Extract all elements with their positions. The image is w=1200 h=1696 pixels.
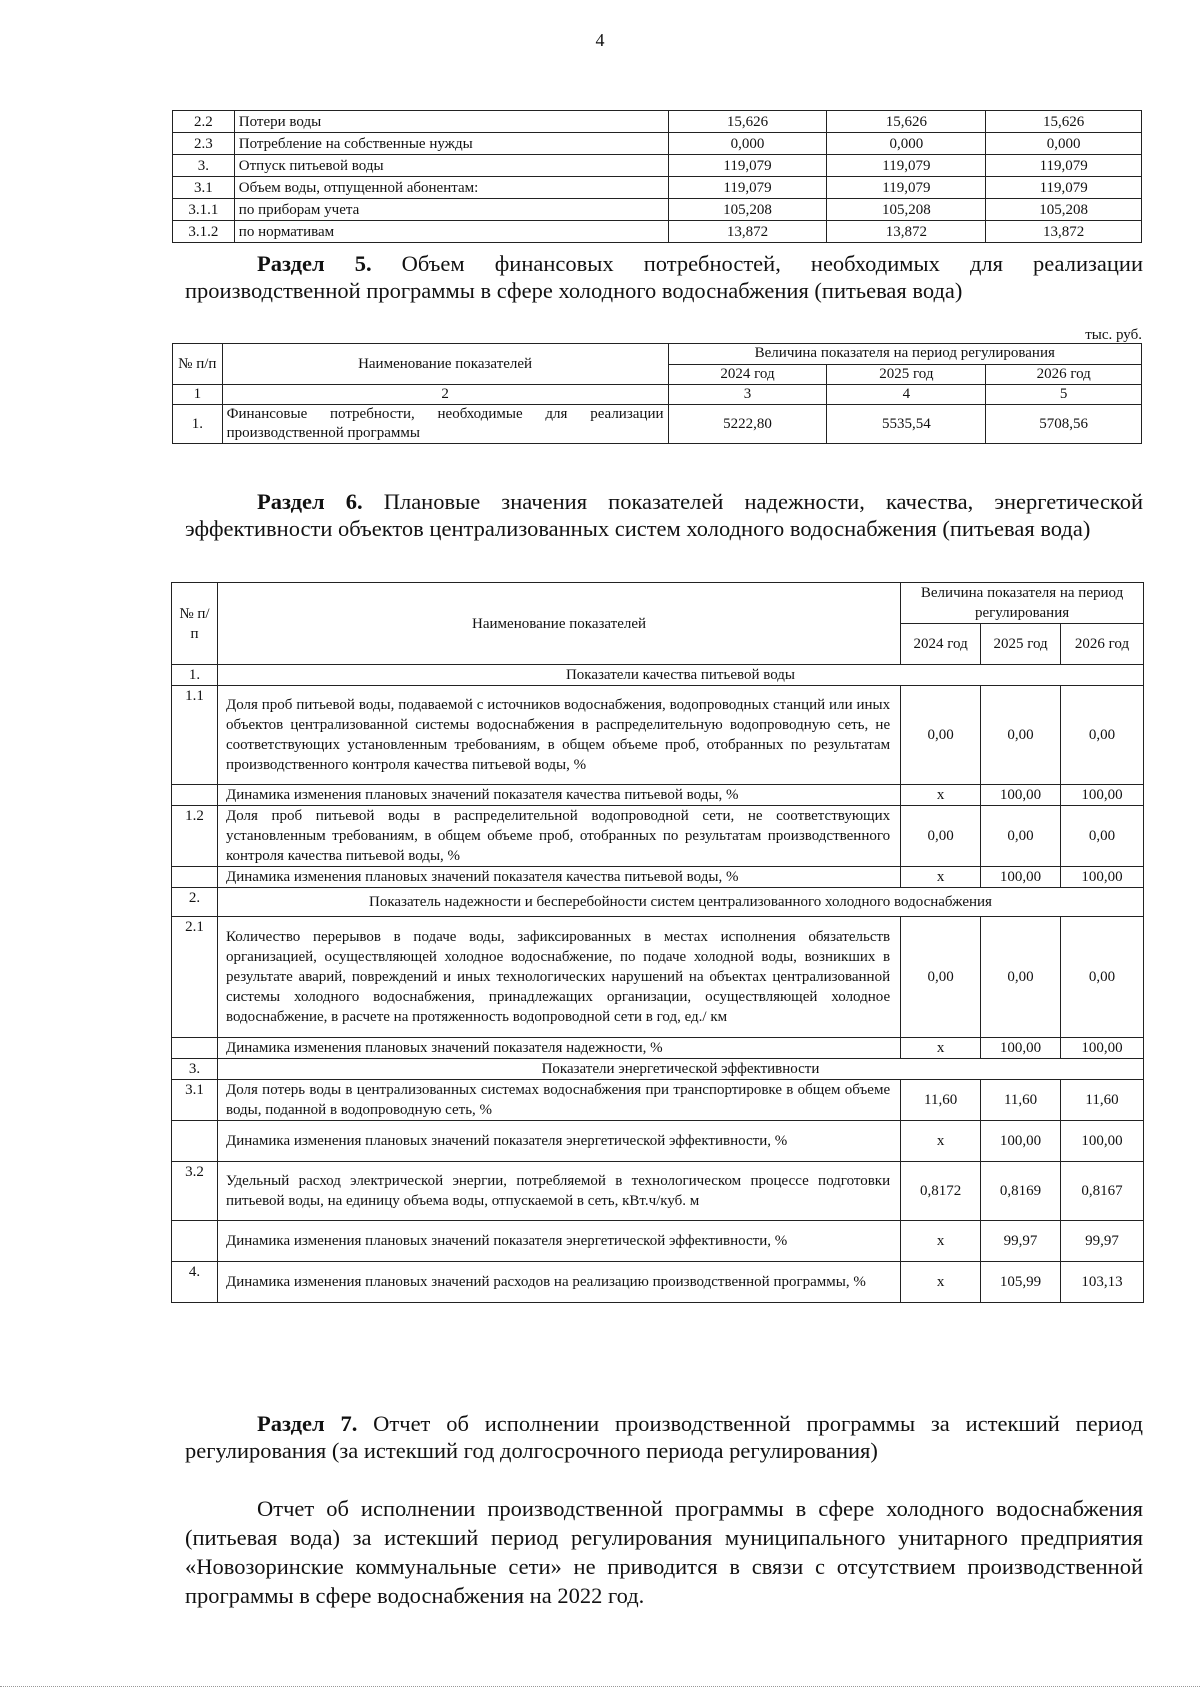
row-number: 4. bbox=[172, 1262, 218, 1303]
section-title: Показатели качества питьевой воды bbox=[217, 665, 1143, 686]
value-2026: 119,079 bbox=[986, 177, 1142, 199]
row-name: по приборам учета bbox=[234, 199, 668, 221]
section-7-heading bbox=[185, 1410, 1143, 1464]
value-2024: 5222,80 bbox=[668, 405, 827, 444]
financial-needs-table bbox=[172, 343, 1142, 444]
value-2025: 100,00 bbox=[981, 867, 1061, 888]
section-number: 3. bbox=[172, 1059, 218, 1080]
year-2026-header: 2026 год bbox=[1061, 624, 1144, 665]
section-7-text: Отчет об исполнении производственной программы в сфере холодного водоснабжения (питьевая вода) за истекший период регулирования муниципального унитарного предприятия «Новозоринские коммунальные сети» не приводится в связи с отсутствием производственной программы в сфере водоснабжения на 2022 год. bbox=[185, 1496, 1143, 1608]
value-2025: 105,99 bbox=[981, 1262, 1061, 1303]
index-row bbox=[173, 385, 1142, 405]
row-name: Динамика изменения плановых значений расходов на реализацию производственной программы, % bbox=[217, 1262, 900, 1303]
index-cell: 5 bbox=[986, 385, 1142, 405]
value-2026: 0,8167 bbox=[1061, 1162, 1144, 1221]
scan-edge bbox=[0, 1686, 1200, 1687]
table-row bbox=[172, 1162, 1144, 1221]
section-number: 1. bbox=[172, 665, 218, 686]
value-2024: х bbox=[901, 1262, 981, 1303]
value-2025: 0,000 bbox=[827, 133, 986, 155]
index-cell: 4 bbox=[827, 385, 986, 405]
row-name: Объем воды, отпущенной абонентам: bbox=[234, 177, 668, 199]
value-2024: 0,00 bbox=[901, 686, 981, 785]
section-5-heading bbox=[185, 250, 1143, 304]
table-row bbox=[172, 1262, 1144, 1303]
value-2026: 100,00 bbox=[1061, 1038, 1144, 1059]
row-number: 3. bbox=[173, 155, 235, 177]
value-2025: 5535,54 bbox=[827, 405, 986, 444]
row-number: 2.1 bbox=[172, 917, 218, 1038]
value-2025: 100,00 bbox=[981, 1121, 1061, 1162]
value-2024: 13,872 bbox=[668, 221, 827, 243]
value-2025: 0,00 bbox=[981, 686, 1061, 785]
row-number: 1.2 bbox=[172, 806, 218, 867]
value-2024: 119,079 bbox=[668, 177, 827, 199]
row-name: Доля потерь воды в централизованных системах водоснабжения при транспортировке в общем объеме воды, поданной в водопроводную сеть, % bbox=[217, 1080, 900, 1121]
table-row bbox=[173, 155, 1142, 177]
section-row bbox=[172, 665, 1144, 686]
value-2024: х bbox=[901, 1221, 981, 1262]
value-2025: 100,00 bbox=[981, 785, 1061, 806]
index-cell: 2 bbox=[222, 385, 668, 405]
table-row bbox=[172, 686, 1144, 785]
value-2024: х bbox=[901, 1038, 981, 1059]
value-2024: 15,626 bbox=[668, 111, 827, 133]
value-2025: 15,626 bbox=[827, 111, 986, 133]
value-2025: 119,079 bbox=[827, 155, 986, 177]
row-name: Потребление на собственные нужды bbox=[234, 133, 668, 155]
row-name: по нормативам bbox=[234, 221, 668, 243]
indicators-table bbox=[171, 582, 1144, 1303]
value-2024: 119,079 bbox=[668, 155, 827, 177]
row-name: Динамика изменения плановых значений показателя энергетической эффективности, % bbox=[217, 1121, 900, 1162]
row-number: 3.1.1 bbox=[173, 199, 235, 221]
water-balance-table bbox=[172, 110, 1142, 243]
row-number: 1. bbox=[173, 405, 223, 444]
col-name-header: Наименование показателей bbox=[222, 344, 668, 385]
value-2026: 99,97 bbox=[1061, 1221, 1144, 1262]
section-6-title: Плановые значения показателей надежности, качества, энергетической эффективности объектов централизованных систем холодного водоснабжения (питьевая вода) bbox=[185, 489, 1144, 541]
year-2024-header: 2024 год bbox=[668, 364, 827, 385]
col-num-header: № п/п bbox=[172, 583, 218, 665]
table-row bbox=[173, 199, 1142, 221]
section-7-body bbox=[185, 1494, 1143, 1610]
row-name: Удельный расход электрической энергии, потребляемой в технологическом процессе подготовки питьевой воды, на единицу объема воды, отпускаемой в сеть, кВт.ч/куб. м bbox=[217, 1162, 900, 1221]
year-2024-header: 2024 год bbox=[901, 624, 981, 665]
value-2024: 0,00 bbox=[901, 806, 981, 867]
year-2025-header: 2025 год bbox=[827, 364, 986, 385]
table-row bbox=[172, 785, 1144, 806]
row-number: 3.1 bbox=[173, 177, 235, 199]
table-row bbox=[172, 1080, 1144, 1121]
section-row bbox=[172, 1059, 1144, 1080]
value-2024: 11,60 bbox=[901, 1080, 981, 1121]
value-2026: 5708,56 bbox=[986, 405, 1142, 444]
value-2024: х bbox=[901, 785, 981, 806]
index-cell: 1 bbox=[173, 385, 223, 405]
table-row bbox=[172, 1038, 1144, 1059]
table-row bbox=[172, 1121, 1144, 1162]
table-row bbox=[173, 221, 1142, 243]
row-number bbox=[172, 1121, 218, 1162]
value-2026: 0,00 bbox=[1061, 686, 1144, 785]
table-row bbox=[173, 405, 1142, 444]
section-row bbox=[172, 888, 1144, 917]
unit-label: тыс. руб. bbox=[1085, 327, 1142, 343]
value-2024: 105,208 bbox=[668, 199, 827, 221]
value-2026: 105,208 bbox=[986, 199, 1142, 221]
value-2024: 0,8172 bbox=[901, 1162, 981, 1221]
section-5-title: Объем финансовых потребностей, необходимых для реализации производственной программы в сфере холодного водоснабжения (питьевая вода) bbox=[185, 251, 1144, 303]
row-name: Динамика изменения плановых значений показателя энергетической эффективности, % bbox=[217, 1221, 900, 1262]
row-number bbox=[172, 1038, 218, 1059]
value-2025: 0,00 bbox=[981, 806, 1061, 867]
row-name: Количество перерывов в подаче воды, зафиксированных в местах исполнения обязательств организацией, осуществляющей холодное водоснабжение, по подаче холодной воды, возникших в результате аварий, повреждений и иных технологических нарушений на объектах централизованной системы холодного водоснабжения, принадлежащих организации, осуществляющей холодное водоснабжение, в расчете на протяженность водопроводной сети в год, ед./ км bbox=[217, 917, 900, 1038]
value-2025: 0,8169 bbox=[981, 1162, 1061, 1221]
section-6-label: Раздел 6. bbox=[257, 489, 363, 514]
value-2025: 13,872 bbox=[827, 221, 986, 243]
row-number bbox=[172, 867, 218, 888]
value-2026: 15,626 bbox=[986, 111, 1142, 133]
row-name: Отпуск питьевой воды bbox=[234, 155, 668, 177]
value-2026: 100,00 bbox=[1061, 785, 1144, 806]
row-name: Динамика изменения плановых значений показателя качества питьевой воды, % bbox=[217, 867, 900, 888]
value-2026: 11,60 bbox=[1061, 1080, 1144, 1121]
col-name-header: Наименование показателей bbox=[217, 583, 900, 665]
section-title: Показатель надежности и бесперебойности систем централизованного холодного водоснабжения bbox=[217, 888, 1143, 917]
section-title: Показатели энергетической эффективности bbox=[217, 1059, 1143, 1080]
value-2026: 119,079 bbox=[986, 155, 1142, 177]
row-number: 3.1 bbox=[172, 1080, 218, 1121]
index-cell: 3 bbox=[668, 385, 827, 405]
value-2026: 103,13 bbox=[1061, 1262, 1144, 1303]
year-2026-header: 2026 год bbox=[986, 364, 1142, 385]
page-number: 4 bbox=[595, 30, 605, 50]
table-row bbox=[172, 917, 1144, 1038]
row-name: Динамика изменения плановых значений показателя надежности, % bbox=[217, 1038, 900, 1059]
table-row bbox=[172, 867, 1144, 888]
year-2025-header: 2025 год bbox=[981, 624, 1061, 665]
section-number: 2. bbox=[172, 888, 218, 917]
section-5-label: Раздел 5. bbox=[257, 251, 372, 276]
table-row bbox=[173, 133, 1142, 155]
col-value-header: Величина показателя на период регулирования bbox=[668, 344, 1141, 365]
value-2024: х bbox=[901, 867, 981, 888]
value-2026: 13,872 bbox=[986, 221, 1142, 243]
row-number bbox=[172, 1221, 218, 1262]
col-num-header: № п/п bbox=[173, 344, 223, 385]
table-row bbox=[173, 177, 1142, 199]
value-2025: 119,079 bbox=[827, 177, 986, 199]
row-name: Доля проб питьевой воды в распределительной водопроводной сети, не соответствующих установленным требованиям, в общем объеме проб, отобранных по результатам производственного контроля качества питьевой воды, % bbox=[217, 806, 900, 867]
table-row bbox=[172, 806, 1144, 867]
row-number: 1.1 bbox=[172, 686, 218, 785]
section-7-title: Отчет об исполнении производственной программы за истекший период регулирования (за истекший год долгосрочного периода регулирования) bbox=[185, 1411, 1143, 1463]
row-name: Доля проб питьевой воды, подаваемой с источников водоснабжения, водопроводных станций или иных объектов централизованной системы водоснабжения в распределительную водопроводную сеть, не соответствующих установленным требованиям, в общем объеме проб, отобранных по результатам производственного контроля качества питьевой воды, % bbox=[217, 686, 900, 785]
value-2025: 11,60 bbox=[981, 1080, 1061, 1121]
value-2026: 100,00 bbox=[1061, 867, 1144, 888]
value-2025: 99,97 bbox=[981, 1221, 1061, 1262]
value-2025: 100,00 bbox=[981, 1038, 1061, 1059]
row-name: Потери воды bbox=[234, 111, 668, 133]
table-row bbox=[172, 1221, 1144, 1262]
value-2024: 0,000 bbox=[668, 133, 827, 155]
value-2026: 100,00 bbox=[1061, 1121, 1144, 1162]
row-number: 3.2 bbox=[172, 1162, 218, 1221]
value-2026: 0,00 bbox=[1061, 917, 1144, 1038]
value-2024: 0,00 bbox=[901, 917, 981, 1038]
row-name: Финансовые потребности, необходимые для реализации производственной программы bbox=[222, 405, 668, 444]
row-number: 2.2 bbox=[173, 111, 235, 133]
section-7-label: Раздел 7. bbox=[257, 1411, 358, 1436]
row-name: Динамика изменения плановых значений показателя качества питьевой воды, % bbox=[217, 785, 900, 806]
row-number bbox=[172, 785, 218, 806]
row-number: 2.3 bbox=[173, 133, 235, 155]
value-2026: 0,00 bbox=[1061, 806, 1144, 867]
row-number: 3.1.2 bbox=[173, 221, 235, 243]
section-6-heading bbox=[185, 488, 1143, 542]
value-2025: 105,208 bbox=[827, 199, 986, 221]
value-2025: 0,00 bbox=[981, 917, 1061, 1038]
col-value-header: Величина показателя на период регулирования bbox=[901, 583, 1144, 624]
value-2026: 0,000 bbox=[986, 133, 1142, 155]
value-2024: х bbox=[901, 1121, 981, 1162]
table-row bbox=[173, 111, 1142, 133]
